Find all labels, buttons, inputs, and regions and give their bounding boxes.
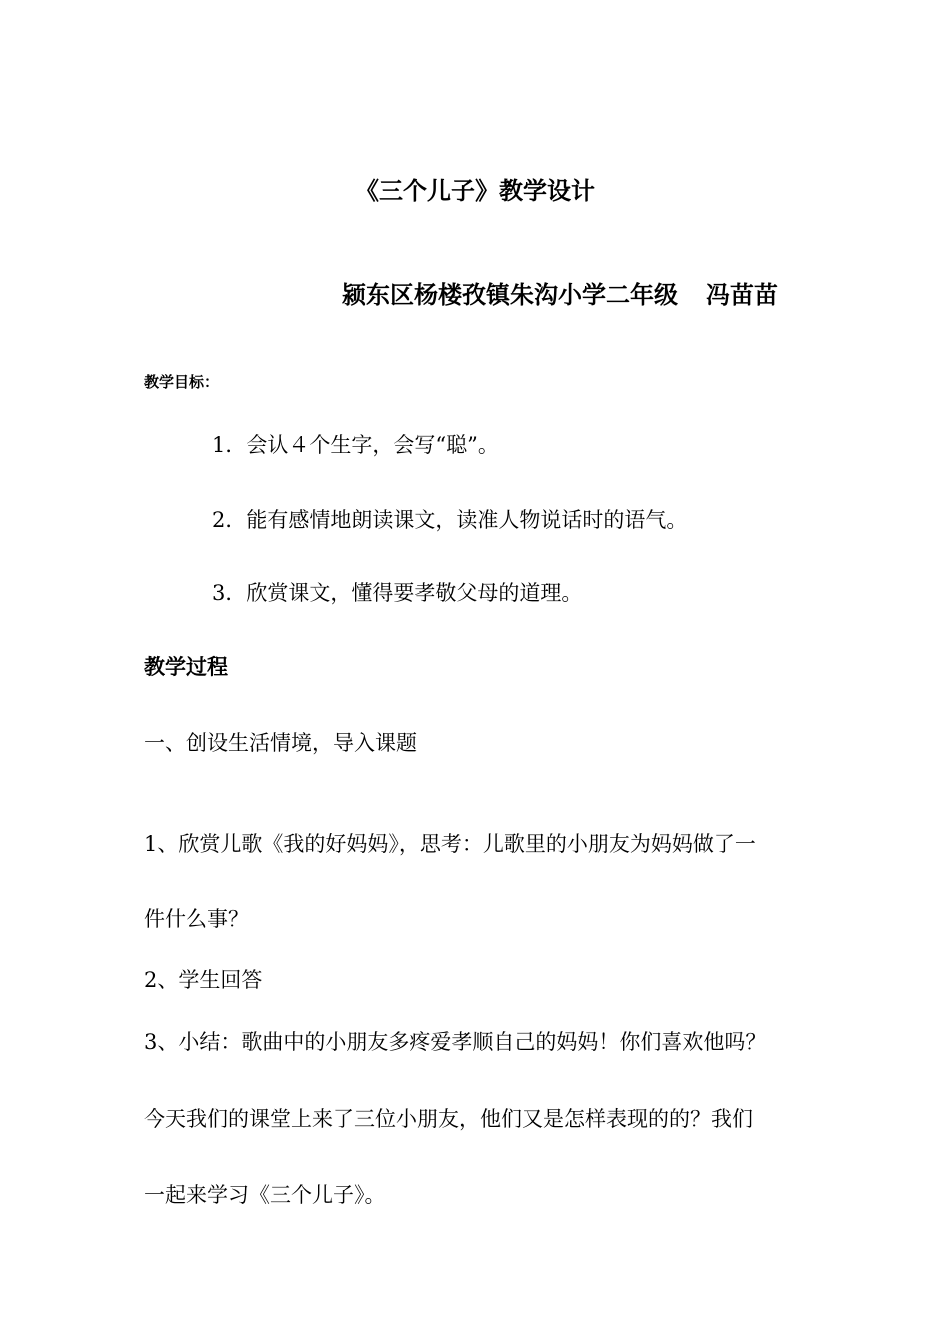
paragraph-line: 1、欣赏儿歌《我的好妈妈》，思考：儿歌里的小朋友为妈妈做了一 [144,832,756,856]
goal-item: 3．欣赏课文，懂得要孝敬父母的道理。 [212,581,583,605]
paragraph-line: 件什么事？ [144,907,249,931]
paragraph-line: 3、小结：歌曲中的小朋友多疼爱孝顺自己的妈妈！你们喜欢他吗？ [144,1030,767,1054]
author-line [342,280,778,310]
author-school: 颍东区杨楼孜镇朱沟小学二年级 [342,281,678,309]
author-name: 冯苗苗 [706,281,778,309]
document-title: 《三个儿子》教学设计 [355,177,595,205]
section-heading: 一、创设生活情境，导入课题 [144,731,417,755]
goal-item: 1．会认４个生字，会写“聪”。 [212,433,499,457]
paragraph-line: 今天我们的课堂上来了三位小朋友，他们又是怎样表现的的？我们 [144,1107,753,1131]
paragraph-line: 一起来学习《三个儿子》。 [144,1183,386,1207]
goal-item: 2．能有感情地朗读课文，读准人物说话时的语气。 [212,508,688,532]
process-heading: 教学过程 [144,655,228,679]
goals-heading: 教学目标： [144,373,220,391]
paragraph-line: 2、学生回答 [144,968,263,992]
